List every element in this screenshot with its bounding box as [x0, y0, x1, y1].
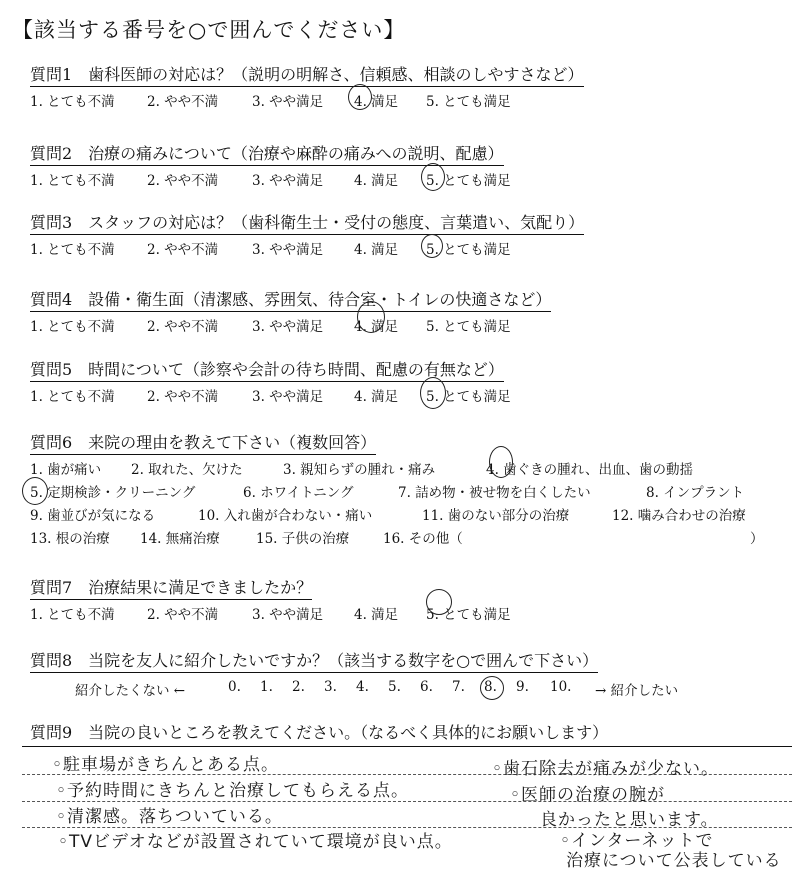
option-3[interactable]: 3. やや満足	[252, 319, 324, 335]
reason-15[interactable]: 15. 子供の治療	[256, 531, 350, 547]
question-2	[30, 141, 790, 189]
other-close-paren: ）	[750, 531, 764, 547]
answer-options	[30, 90, 790, 110]
reason-12[interactable]: 12. 噛み合わせの治療	[612, 508, 746, 524]
answer-options	[30, 603, 790, 623]
reason-row-2	[30, 481, 790, 501]
question-7	[30, 575, 790, 623]
question-title: 質問6 来院の理由を教えて下さい（複数回答）	[30, 430, 376, 455]
option-4[interactable]: 4. 満足	[354, 242, 399, 258]
scale-2[interactable]: 2.	[292, 679, 305, 695]
scale-7[interactable]: 7.	[452, 679, 465, 695]
scale-8[interactable]: 8.	[484, 679, 497, 695]
answer-options	[30, 385, 790, 405]
option-5[interactable]: 5. とても満足	[426, 607, 511, 623]
option-1[interactable]: 1. とても不満	[30, 319, 115, 335]
reason-6[interactable]: 6. ホワイトニング	[243, 485, 354, 501]
option-3[interactable]: 3. やや満足	[252, 242, 324, 258]
reason-1[interactable]: 1. 歯が痛い	[30, 462, 102, 478]
handwritten-answer: ◦予約時間にきちんと治療してもらえる点。	[56, 781, 410, 801]
question-8	[30, 648, 790, 699]
answer-options	[30, 315, 790, 335]
reason-7[interactable]: 7. 詰め物・被せ物を白くしたい	[398, 485, 591, 501]
option-2[interactable]: 2. やや不満	[147, 94, 219, 110]
option-2[interactable]: 2. やや不満	[147, 173, 219, 189]
option-5[interactable]: 5. とても満足	[426, 94, 511, 110]
reason-9[interactable]: 9. 歯並びが気になる	[30, 508, 156, 524]
option-3[interactable]: 3. やや満足	[252, 389, 324, 405]
recommend-scale	[30, 679, 790, 699]
option-5[interactable]: 5. とても満足	[426, 173, 511, 189]
scale-9[interactable]: 9.	[516, 679, 529, 695]
scale-4[interactable]: 4.	[356, 679, 369, 695]
answer-options	[30, 169, 790, 189]
option-4[interactable]: 4. 満足	[354, 94, 399, 110]
option-5[interactable]: 5. とても満足	[426, 389, 511, 405]
option-1[interactable]: 1. とても不満	[30, 242, 115, 258]
handwritten-answer: ◦医師の治療の腕が	[510, 785, 666, 805]
scale-6[interactable]: 6.	[420, 679, 433, 695]
handwritten-answer: ◦歯石除去が痛みが少ない。	[492, 759, 720, 779]
reason-11[interactable]: 11. 歯のない部分の治療	[422, 508, 570, 524]
option-1[interactable]: 1. とても不満	[30, 607, 115, 623]
reason-14[interactable]: 14. 無痛治療	[140, 531, 220, 547]
reason-3[interactable]: 3. 親知らずの腫れ・痛み	[283, 462, 436, 478]
question-title: 質問9 当院の良いところを教えてください。（なるべく具体的にお願いします）	[30, 723, 609, 742]
question-title: 質問7 治療結果に満足できましたか？	[30, 575, 312, 600]
question-title: 質問4 設備・衛生面（清潔感、雰囲気、待合室・トイレの快適さなど）	[30, 287, 551, 312]
question-1	[30, 62, 790, 110]
question-title: 質問3 スタッフの対応は？（歯科衛生士・受付の態度、言葉遣い、気配り）	[30, 210, 584, 235]
option-3[interactable]: 3. やや満足	[252, 607, 324, 623]
form-instructions-header: 【該当する番号を○で囲んでください】	[12, 18, 406, 42]
answer-options	[30, 238, 790, 258]
handwritten-answer: ◦清潔感。落ちついている。	[56, 807, 283, 827]
reason-13[interactable]: 13. 根の治療	[30, 531, 110, 547]
option-1[interactable]: 1. とても不満	[30, 389, 115, 405]
handwritten-answer: ◦TVビデオなどが設置されていて環境が良い点。	[58, 832, 453, 852]
question-9	[30, 720, 790, 744]
option-4[interactable]: 4. 満足	[354, 607, 399, 623]
handwritten-answer: 良かったと思います。	[540, 810, 719, 830]
scale-right-label: → 紹介したい	[595, 683, 679, 699]
reason-8[interactable]: 8. インプラント	[646, 485, 745, 501]
option-5[interactable]: 5. とても満足	[426, 242, 511, 258]
reason-10[interactable]: 10. 入れ歯が合わない・痛い	[198, 508, 373, 524]
reason-2[interactable]: 2. 取れた、欠けた	[131, 462, 243, 478]
option-4[interactable]: 4. 満足	[354, 173, 399, 189]
option-1[interactable]: 1. とても不満	[30, 173, 115, 189]
answer-line	[22, 746, 792, 747]
option-5[interactable]: 5. とても満足	[426, 319, 511, 335]
reason-row-1	[30, 458, 790, 478]
question-6	[30, 430, 790, 547]
scale-3[interactable]: 3.	[324, 679, 337, 695]
option-2[interactable]: 2. やや不満	[147, 319, 219, 335]
scale-1[interactable]: 1.	[260, 679, 273, 695]
handwritten-answer: ◦インターネットで	[560, 831, 714, 851]
question-title: 質問8 当院を友人に紹介したいですか？（該当する数字を○で囲んで下さい）	[30, 648, 598, 673]
option-1[interactable]: 1. とても不満	[30, 94, 115, 110]
option-3[interactable]: 3. やや満足	[252, 173, 324, 189]
question-3	[30, 210, 790, 258]
option-2[interactable]: 2. やや不満	[147, 242, 219, 258]
scale-10[interactable]: 10.	[550, 679, 572, 695]
option-3[interactable]: 3. やや満足	[252, 94, 324, 110]
scale-0[interactable]: 0.	[228, 679, 241, 695]
question-title: 質問2 治療の痛みについて（治療や麻酔の痛みへの説明、配慮）	[30, 141, 504, 166]
handwritten-answer: ◦駐車場がきちんとある点。	[52, 755, 280, 775]
reason-row-4	[30, 527, 790, 547]
reason-row-3	[30, 504, 790, 524]
option-4[interactable]: 4. 満足	[354, 389, 399, 405]
reason-16[interactable]: 16. その他（	[383, 531, 463, 547]
question-5	[30, 357, 790, 405]
question-4	[30, 287, 790, 335]
scale-left-label: 紹介したくない ←	[75, 683, 186, 699]
reason-4[interactable]: 4. 歯ぐきの腫れ、出血、歯の動揺	[486, 462, 693, 478]
reason-5[interactable]: 5. 定期検診・クリーニング	[30, 485, 196, 501]
question-title: 質問5 時間について（診察や会計の待ち時間、配慮の有無など）	[30, 357, 504, 382]
handwritten-answer: 治療について公表している	[566, 851, 782, 871]
option-2[interactable]: 2. やや不満	[147, 607, 219, 623]
question-title: 質問1 歯科医師の対応は？（説明の明解さ、信頼感、相談のしやすさなど）	[30, 62, 584, 87]
scale-5[interactable]: 5.	[388, 679, 401, 695]
option-2[interactable]: 2. やや不満	[147, 389, 219, 405]
option-4[interactable]: 4. 満足	[354, 319, 399, 335]
